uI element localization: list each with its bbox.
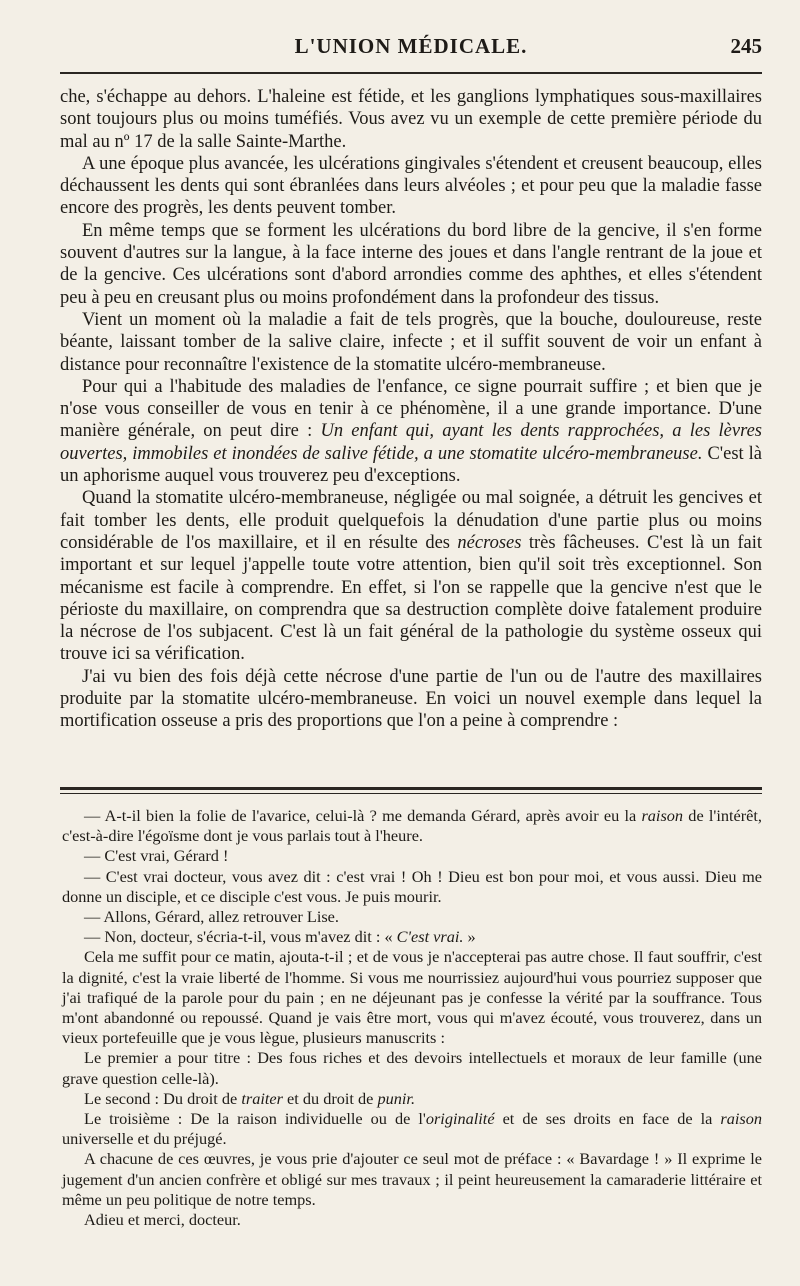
feuilleton-line-1: [62, 806, 762, 846]
feuilleton-line-11: Adieu et merci, docteur.: [84, 1210, 241, 1230]
running-title: L'UNION MÉDICALE.: [294, 34, 528, 58]
feuilleton-line-5: [62, 927, 762, 947]
aphorism-italic: Un enfant qui, ayant les dents rapprochées, a les lèvres ouvertes, immobiles et inondées de salive fétide, a une stomatite ulcéro-membraneuse.: [60, 421, 762, 464]
paragraph-2: A une époque plus avancée, les ulcérations gingivales s'étendent et creusent beaucoup, elles déchaussent les dents qui sont ébranlées dans leurs alvéoles ; et pour peu que la maladie fasse encore des progrès, les dents peuvent tomber.: [60, 153, 762, 219]
paragraph-5-text-a: Pour qui a l'habitude des maladies de l'enfance, ce signe pourrait suffire ; et bien que je n'ose vous conseiller de vous en tenir à ce phénomène, il a une grande importance. D'une manière générale, on peut dire :: [60, 376, 762, 442]
feuilleton-line-1-a: — A-t-il bien la folie de l'avarice, celui-là ? me demanda Gérard, après avoir eu la: [84, 806, 642, 825]
traiter-italic: traiter: [241, 1088, 283, 1108]
originalite-italic: originalité: [425, 1109, 495, 1129]
feuilleton-line-8-b: et du droit de: [282, 1088, 378, 1108]
main-article-text: [60, 86, 762, 733]
feuilleton-line-7: Le premier a pour titre : Des fous riches et des devoirs intellectuels et moraux de leur famille (une grave question celle-là).: [62, 1048, 762, 1088]
feuilleton-line-9: [62, 1109, 762, 1149]
feuilleton-divider-thick: [60, 787, 762, 790]
necroses-italic: nécroses: [457, 532, 522, 553]
feuilleton-divider-thin: [60, 793, 762, 794]
paragraph-3: En même temps que se forment les ulcérations du bord libre de la gencive, il s'en forme souvent d'autres sur la langue, à la face interne des joues et dans l'angle rentrant de la joue et de la gencive. Ces ulcérations sont d'abord arrondies comme des aphthes, et elles s'étendent peu à peu en creusant plus ou moins profondément dans la profondeur des tissus.: [60, 220, 762, 308]
cest-vrai-italic: C'est vrai.: [396, 927, 464, 947]
feuilleton-line-5-a: — Non, docteur, s'écria-t-il, vous m'avez dit : «: [84, 927, 397, 947]
feuilleton-line-9-a: Le troisième : De la raison individuelle ou de l': [84, 1109, 426, 1129]
paragraph-5: [60, 376, 762, 487]
paragraph-4: Vient un moment où la maladie a fait de tels progrès, que la bouche, douloureuse, reste béante, laissant tomber de la salive claire, infecte ; et il suffit souvent de voir un enfant à distance pour reconnaître l'existence de la stomatite ulcéro-membraneuse.: [60, 309, 762, 375]
feuilleton-line-2: — C'est vrai, Gérard !: [84, 846, 229, 866]
punir-italic: punir.: [377, 1088, 416, 1108]
feuilleton-line-3: — C'est vrai docteur, vous avez dit : c'est vrai ! Oh ! Dieu est bon pour moi, et vous aussi. Dieu me donne un disciple, et ce disciple c'est vous. Je puis mourir.: [62, 866, 762, 906]
paragraph-7: J'ai vu bien des fois déjà cette nécrose d'une partie de l'un ou de l'autre des maxillaires produite par la stomatite ulcéro-membraneuse. En voici un nouvel exemple dans lequel la mortification osseuse a pris des proportions que l'on a peine à comprendre :: [60, 666, 762, 732]
page-header: [60, 34, 762, 68]
paragraph-6-text-a: Quand la stomatite ulcéro-membraneuse, négligée ou mal soignée, a détruit les gencives et fait tomber les dents, elle produit quelquefois la dénudation d'une partie plus ou moins considérable de l'os maxillaire, et il en résulte des: [60, 488, 762, 553]
feuilleton-line-6: Cela me suffit pour ce matin, ajouta-t-il ; et de vous je n'accepterai pas autre chose. Il faut souffrir, c'est la dignité, c'est la vraie liberté de l'homme. Si vous me nourrissiez aujourd'hui vous pourriez supposer que j'ai trafiqué de la parole pour du pain ; en ne déjeunant pas je confesse la vérité par la souffrance. Tous m'ont abandonné ou repoussé. Quand je vais être mort, vous qui m'avez écouté, vous trouverez, dans un vieux portefeuille que je vous lègue, plusieurs manuscrits :: [62, 947, 762, 1048]
paragraph-6: [60, 487, 762, 665]
raison-italic: raison: [641, 806, 684, 825]
feuilleton-text: [62, 806, 762, 1230]
paragraph-1: che, s'échappe au dehors. L'haleine est fétide, et les ganglions lymphatiques sous-maxillaires sont toujours plus ou moins tuméfiés. Vous avez vu un exemple de cette première période du mal au nº 17 de la salle Sainte-Marthe.: [60, 87, 762, 152]
header-rule: [60, 72, 762, 74]
feuilleton-line-9-b: et de ses droits en face de la: [494, 1109, 721, 1129]
feuilleton-line-9-c: universelle et du préjugé.: [62, 1129, 227, 1149]
feuilleton-line-10: A chacune de ces œuvres, je vous prie d'ajouter ce seul mot de préface : « Bavardage ! » Il exprime le jugement d'un ancien confrère et obligé sur mes travaux ; il peint heureusement la camaraderie littéraire et même un peu politique de notre temps.: [62, 1149, 762, 1209]
raison-2-italic: raison: [720, 1109, 762, 1129]
page-number: 245: [730, 34, 762, 58]
feuilleton-line-4: — Allons, Gérard, allez retrouver Lise.: [84, 907, 339, 927]
paragraph-5-text-b: C'est là un aphorisme auquel vous trouverez peu d'exceptions.: [60, 443, 762, 487]
feuilleton-line-1-b: de l'intérêt, c'est-à-dire l'égoïsme dont je vous parlais tout à l'heure.: [62, 806, 762, 846]
feuilleton-line-5-b: »: [463, 927, 476, 947]
feuilleton-line-8: [62, 1089, 762, 1109]
paragraph-6-text-b: très fâcheuses. C'est là un fait important et sur lequel j'appelle toute votre attention, bien qu'il soit très exceptionnel. Son mécanisme est facile à comprendre. En effet, si l'on se rappelle que la gencive n'est que le périoste du maxillaire, on comprendra que sa destruction complète doive fatalement produire la nécrose de l'os subjacent. C'est là un fait général de la pathologie du système osseux qui trouve ici sa vérification.: [60, 532, 762, 665]
feuilleton-line-8-a: Le second : Du droit de: [84, 1088, 242, 1108]
